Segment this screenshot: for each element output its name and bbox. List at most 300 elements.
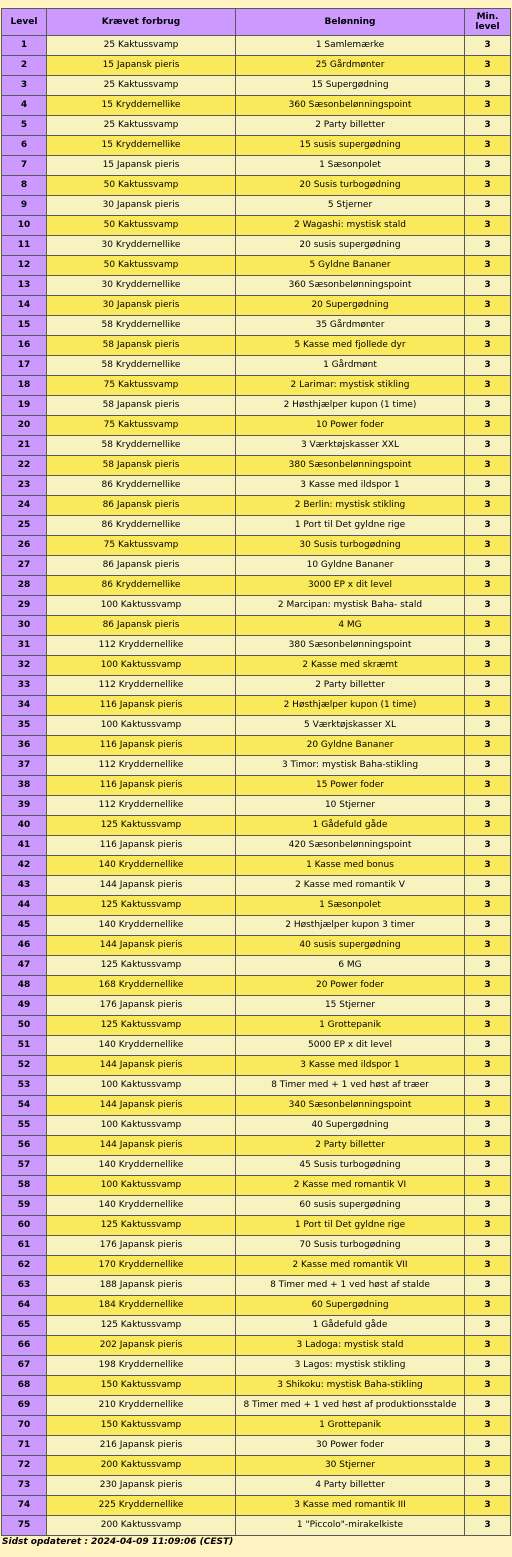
reward-cell: 3 Timor: mystisk Baha-stikling bbox=[236, 756, 465, 776]
min-level-cell: 3 bbox=[465, 1176, 511, 1196]
table-row bbox=[2, 756, 511, 776]
header-level: Level bbox=[2, 9, 47, 36]
reward-cell: 1 Gårdmønt bbox=[236, 356, 465, 376]
cost-cell: 170 Kryddernellike bbox=[47, 1256, 236, 1276]
min-level-cell: 3 bbox=[465, 1516, 511, 1536]
min-level-cell: 3 bbox=[465, 876, 511, 896]
cost-cell: 144 Japansk pieris bbox=[47, 1056, 236, 1076]
table-row bbox=[2, 396, 511, 416]
cost-cell: 58 Japansk pieris bbox=[47, 456, 236, 476]
min-level-cell: 3 bbox=[465, 936, 511, 956]
min-level-cell: 3 bbox=[465, 1256, 511, 1276]
level-cell: 27 bbox=[2, 556, 47, 576]
table-row bbox=[2, 1256, 511, 1276]
table-row bbox=[2, 1276, 511, 1296]
min-level-cell: 3 bbox=[465, 316, 511, 336]
reward-cell: 1 Grottepanik bbox=[236, 1016, 465, 1036]
table-row bbox=[2, 676, 511, 696]
min-level-cell: 3 bbox=[465, 116, 511, 136]
reward-cell: 60 susis supergødning bbox=[236, 1196, 465, 1216]
level-cell: 12 bbox=[2, 256, 47, 276]
level-cell: 48 bbox=[2, 976, 47, 996]
cost-cell: 100 Kaktussvamp bbox=[47, 1176, 236, 1196]
level-cell: 62 bbox=[2, 1256, 47, 1276]
min-level-cell: 3 bbox=[465, 576, 511, 596]
level-cell: 36 bbox=[2, 736, 47, 756]
reward-cell: 3 Shikoku: mystisk Baha-stikling bbox=[236, 1376, 465, 1396]
min-level-cell: 3 bbox=[465, 456, 511, 476]
min-level-cell: 3 bbox=[465, 1136, 511, 1156]
cost-cell: 30 Kryddernellike bbox=[47, 276, 236, 296]
min-level-cell: 3 bbox=[465, 1296, 511, 1316]
table-row bbox=[2, 1376, 511, 1396]
min-level-cell: 3 bbox=[465, 196, 511, 216]
level-cell: 59 bbox=[2, 1196, 47, 1216]
min-level-cell: 3 bbox=[465, 1436, 511, 1456]
level-cell: 74 bbox=[2, 1496, 47, 1516]
table-row bbox=[2, 636, 511, 656]
min-level-cell: 3 bbox=[465, 1236, 511, 1256]
level-cell: 61 bbox=[2, 1236, 47, 1256]
table-row bbox=[2, 596, 511, 616]
reward-cell: 1 Kasse med bonus bbox=[236, 856, 465, 876]
table-row bbox=[2, 1456, 511, 1476]
reward-cell: 2 Party billetter bbox=[236, 116, 465, 136]
reward-cell: 340 Sæsonbelønningspoint bbox=[236, 1096, 465, 1116]
table-row bbox=[2, 656, 511, 676]
table-row bbox=[2, 1396, 511, 1416]
min-level-cell: 3 bbox=[465, 1056, 511, 1076]
level-cell: 8 bbox=[2, 176, 47, 196]
table-row bbox=[2, 1096, 511, 1116]
cost-cell: 112 Kryddernellike bbox=[47, 756, 236, 776]
cost-cell: 15 Japansk pieris bbox=[47, 56, 236, 76]
cost-cell: 86 Kryddernellike bbox=[47, 576, 236, 596]
level-cell: 9 bbox=[2, 196, 47, 216]
min-level-cell: 3 bbox=[465, 496, 511, 516]
reward-cell: 3 Kasse med ildspor 1 bbox=[236, 1056, 465, 1076]
min-level-cell: 3 bbox=[465, 1316, 511, 1336]
table-header bbox=[2, 9, 511, 36]
reward-cell: 25 Gårdmønter bbox=[236, 56, 465, 76]
table-body bbox=[2, 36, 511, 1536]
level-cell: 42 bbox=[2, 856, 47, 876]
level-cell: 14 bbox=[2, 296, 47, 316]
level-cell: 29 bbox=[2, 596, 47, 616]
min-level-cell: 3 bbox=[465, 56, 511, 76]
table-row bbox=[2, 356, 511, 376]
min-level-cell: 3 bbox=[465, 956, 511, 976]
table-row bbox=[2, 836, 511, 856]
level-cell: 13 bbox=[2, 276, 47, 296]
reward-cell: 3000 EP x dit level bbox=[236, 576, 465, 596]
cost-cell: 58 Kryddernellike bbox=[47, 316, 236, 336]
min-level-cell: 3 bbox=[465, 536, 511, 556]
header-min-level bbox=[465, 9, 511, 36]
cost-cell: 50 Kaktussvamp bbox=[47, 176, 236, 196]
reward-cell: 70 Susis turbogødning bbox=[236, 1236, 465, 1256]
cost-cell: 168 Kryddernellike bbox=[47, 976, 236, 996]
table-row bbox=[2, 456, 511, 476]
level-cell: 26 bbox=[2, 536, 47, 556]
min-level-cell: 3 bbox=[465, 256, 511, 276]
cost-cell: 86 Japansk pieris bbox=[47, 496, 236, 516]
reward-cell: 2 Kasse med skræmt bbox=[236, 656, 465, 676]
reward-cell: 2 Kasse med romantik VII bbox=[236, 1256, 465, 1276]
level-cell: 16 bbox=[2, 336, 47, 356]
cost-cell: 100 Kaktussvamp bbox=[47, 1076, 236, 1096]
cost-cell: 125 Kaktussvamp bbox=[47, 816, 236, 836]
level-cell: 3 bbox=[2, 76, 47, 96]
table-row bbox=[2, 1356, 511, 1376]
table-row bbox=[2, 176, 511, 196]
min-level-cell: 3 bbox=[465, 796, 511, 816]
table-row bbox=[2, 1156, 511, 1176]
level-cell: 25 bbox=[2, 516, 47, 536]
level-cell: 37 bbox=[2, 756, 47, 776]
table-row bbox=[2, 1516, 511, 1536]
min-level-cell: 3 bbox=[465, 1276, 511, 1296]
reward-cell: 360 Sæsonbelønningspoint bbox=[236, 96, 465, 116]
cost-cell: 125 Kaktussvamp bbox=[47, 1016, 236, 1036]
cost-cell: 184 Kryddernellike bbox=[47, 1296, 236, 1316]
min-level-cell: 3 bbox=[465, 1016, 511, 1036]
reward-cell: 4 MG bbox=[236, 616, 465, 636]
level-cell: 10 bbox=[2, 216, 47, 236]
reward-cell: 20 Gyldne Bananer bbox=[236, 736, 465, 756]
table-row bbox=[2, 156, 511, 176]
table-row bbox=[2, 936, 511, 956]
level-cell: 35 bbox=[2, 716, 47, 736]
min-level-cell: 3 bbox=[465, 836, 511, 856]
cost-cell: 200 Kaktussvamp bbox=[47, 1456, 236, 1476]
reward-cell: 1 Port til Det gyldne rige bbox=[236, 516, 465, 536]
min-level-cell: 3 bbox=[465, 216, 511, 236]
cost-cell: 50 Kaktussvamp bbox=[47, 256, 236, 276]
table-row bbox=[2, 136, 511, 156]
level-cell: 58 bbox=[2, 1176, 47, 1196]
cost-cell: 140 Kryddernellike bbox=[47, 1156, 236, 1176]
min-level-cell: 3 bbox=[465, 336, 511, 356]
table-row bbox=[2, 276, 511, 296]
table-row bbox=[2, 96, 511, 116]
level-cell: 23 bbox=[2, 476, 47, 496]
cost-cell: 100 Kaktussvamp bbox=[47, 596, 236, 616]
table-row bbox=[2, 1436, 511, 1456]
cost-cell: 25 Kaktussvamp bbox=[47, 76, 236, 96]
level-cell: 33 bbox=[2, 676, 47, 696]
level-cell: 49 bbox=[2, 996, 47, 1016]
reward-cell: 2 Høsthjælper kupon (1 time) bbox=[236, 696, 465, 716]
reward-cell: 380 Sæsonbelønningspoint bbox=[236, 636, 465, 656]
table-row bbox=[2, 1236, 511, 1256]
table-row bbox=[2, 236, 511, 256]
table-row bbox=[2, 1196, 511, 1216]
reward-cell: 30 Power foder bbox=[236, 1436, 465, 1456]
cost-cell: 150 Kaktussvamp bbox=[47, 1376, 236, 1396]
cost-cell: 188 Japansk pieris bbox=[47, 1276, 236, 1296]
reward-cell: 5 Stjerner bbox=[236, 196, 465, 216]
level-cell: 44 bbox=[2, 896, 47, 916]
cost-cell: 112 Kryddernellike bbox=[47, 636, 236, 656]
cost-cell: 100 Kaktussvamp bbox=[47, 656, 236, 676]
table-row bbox=[2, 376, 511, 396]
cost-cell: 144 Japansk pieris bbox=[47, 936, 236, 956]
table-row bbox=[2, 956, 511, 976]
table-row bbox=[2, 1216, 511, 1236]
reward-cell: 6 MG bbox=[236, 956, 465, 976]
reward-cell: 2 Larimar: mystisk stikling bbox=[236, 376, 465, 396]
min-level-cell: 3 bbox=[465, 416, 511, 436]
rewards-table bbox=[1, 8, 511, 1536]
table-row bbox=[2, 736, 511, 756]
level-cell: 73 bbox=[2, 1476, 47, 1496]
table-row bbox=[2, 1076, 511, 1096]
table-row bbox=[2, 1016, 511, 1036]
table-row bbox=[2, 816, 511, 836]
cost-cell: 75 Kaktussvamp bbox=[47, 416, 236, 436]
level-cell: 53 bbox=[2, 1076, 47, 1096]
reward-cell: 30 Stjerner bbox=[236, 1456, 465, 1476]
cost-cell: 58 Kryddernellike bbox=[47, 436, 236, 456]
reward-cell: 15 Power foder bbox=[236, 776, 465, 796]
cost-cell: 86 Kryddernellike bbox=[47, 516, 236, 536]
level-cell: 22 bbox=[2, 456, 47, 476]
cost-cell: 75 Kaktussvamp bbox=[47, 536, 236, 556]
reward-cell: 10 Gyldne Bananer bbox=[236, 556, 465, 576]
table-row bbox=[2, 36, 511, 56]
cost-cell: 75 Kaktussvamp bbox=[47, 376, 236, 396]
reward-cell: 3 Ladoga: mystisk stald bbox=[236, 1336, 465, 1356]
reward-cell: 20 Supergødning bbox=[236, 296, 465, 316]
cost-cell: 144 Japansk pieris bbox=[47, 876, 236, 896]
min-level-cell: 3 bbox=[465, 1396, 511, 1416]
level-cell: 67 bbox=[2, 1356, 47, 1376]
reward-cell: 2 Høsthjælper kupon 3 timer bbox=[236, 916, 465, 936]
reward-cell: 15 Supergødning bbox=[236, 76, 465, 96]
table-row bbox=[2, 256, 511, 276]
reward-cell: 2 Høsthjælper kupon (1 time) bbox=[236, 396, 465, 416]
cost-cell: 100 Kaktussvamp bbox=[47, 1116, 236, 1136]
reward-cell: 2 Party billetter bbox=[236, 1136, 465, 1156]
table-row bbox=[2, 1136, 511, 1156]
reward-cell: 5 Kasse med fjollede dyr bbox=[236, 336, 465, 356]
table-row bbox=[2, 876, 511, 896]
reward-cell: 1 Sæsonpolet bbox=[236, 896, 465, 916]
cost-cell: 144 Japansk pieris bbox=[47, 1096, 236, 1116]
level-cell: 64 bbox=[2, 1296, 47, 1316]
cost-cell: 140 Kryddernellike bbox=[47, 856, 236, 876]
level-cell: 31 bbox=[2, 636, 47, 656]
cost-cell: 140 Kryddernellike bbox=[47, 1036, 236, 1056]
min-level-cell: 3 bbox=[465, 1336, 511, 1356]
reward-cell: 15 Stjerner bbox=[236, 996, 465, 1016]
cost-cell: 198 Kryddernellike bbox=[47, 1356, 236, 1376]
min-level-cell: 3 bbox=[465, 436, 511, 456]
cost-cell: 176 Japansk pieris bbox=[47, 996, 236, 1016]
cost-cell: 176 Japansk pieris bbox=[47, 1236, 236, 1256]
min-level-cell: 3 bbox=[465, 1156, 511, 1176]
table-row bbox=[2, 996, 511, 1016]
cost-cell: 30 Japansk pieris bbox=[47, 196, 236, 216]
cost-cell: 200 Kaktussvamp bbox=[47, 1516, 236, 1536]
level-cell: 30 bbox=[2, 616, 47, 636]
min-level-cell: 3 bbox=[465, 1496, 511, 1516]
table-row bbox=[2, 1056, 511, 1076]
cost-cell: 116 Japansk pieris bbox=[47, 836, 236, 856]
reward-cell: 420 Sæsonbelønningspoint bbox=[236, 836, 465, 856]
level-cell: 20 bbox=[2, 416, 47, 436]
min-level-cell: 3 bbox=[465, 616, 511, 636]
table-row bbox=[2, 796, 511, 816]
cost-cell: 58 Japansk pieris bbox=[47, 396, 236, 416]
level-cell: 2 bbox=[2, 56, 47, 76]
cost-cell: 150 Kaktussvamp bbox=[47, 1416, 236, 1436]
table-row bbox=[2, 416, 511, 436]
table-row bbox=[2, 56, 511, 76]
level-cell: 28 bbox=[2, 576, 47, 596]
table-row bbox=[2, 556, 511, 576]
level-cell: 45 bbox=[2, 916, 47, 936]
level-cell: 75 bbox=[2, 1516, 47, 1536]
reward-cell: 20 susis supergødning bbox=[236, 236, 465, 256]
cost-cell: 225 Kryddernellike bbox=[47, 1496, 236, 1516]
level-cell: 32 bbox=[2, 656, 47, 676]
cost-cell: 15 Kryddernellike bbox=[47, 96, 236, 116]
reward-cell: 2 Wagashi: mystisk stald bbox=[236, 216, 465, 236]
level-cell: 11 bbox=[2, 236, 47, 256]
level-cell: 63 bbox=[2, 1276, 47, 1296]
level-cell: 40 bbox=[2, 816, 47, 836]
reward-cell: 8 Timer med + 1 ved høst af produktionsstalde bbox=[236, 1396, 465, 1416]
level-cell: 21 bbox=[2, 436, 47, 456]
cost-cell: 50 Kaktussvamp bbox=[47, 216, 236, 236]
min-level-cell: 3 bbox=[465, 1196, 511, 1216]
min-level-cell: 3 bbox=[465, 296, 511, 316]
level-cell: 70 bbox=[2, 1416, 47, 1436]
min-level-cell: 3 bbox=[465, 916, 511, 936]
cost-cell: 25 Kaktussvamp bbox=[47, 116, 236, 136]
cost-cell: 30 Kryddernellike bbox=[47, 236, 236, 256]
min-level-cell: 3 bbox=[465, 1356, 511, 1376]
table-row bbox=[2, 336, 511, 356]
reward-cell: 2 Kasse med romantik VI bbox=[236, 1176, 465, 1196]
reward-cell: 5 Gyldne Bananer bbox=[236, 256, 465, 276]
reward-cell: 8 Timer med + 1 ved høst af stalde bbox=[236, 1276, 465, 1296]
level-cell: 18 bbox=[2, 376, 47, 396]
min-level-cell: 3 bbox=[465, 1116, 511, 1136]
cost-cell: 30 Japansk pieris bbox=[47, 296, 236, 316]
table-row bbox=[2, 1296, 511, 1316]
min-level-cell: 3 bbox=[465, 1476, 511, 1496]
level-cell: 24 bbox=[2, 496, 47, 516]
min-level-cell: 3 bbox=[465, 636, 511, 656]
level-cell: 69 bbox=[2, 1396, 47, 1416]
min-level-cell: 3 bbox=[465, 36, 511, 56]
reward-cell: 2 Marcipan: mystisk Baha- stald bbox=[236, 596, 465, 616]
table-row bbox=[2, 316, 511, 336]
reward-cell: 3 Værktøjskasser XXL bbox=[236, 436, 465, 456]
reward-cell: 45 Susis turbogødning bbox=[236, 1156, 465, 1176]
table-row bbox=[2, 516, 511, 536]
reward-cell: 20 Power foder bbox=[236, 976, 465, 996]
cost-cell: 15 Kryddernellike bbox=[47, 136, 236, 156]
reward-cell: 30 Susis turbogødning bbox=[236, 536, 465, 556]
min-level-cell: 3 bbox=[465, 236, 511, 256]
level-cell: 7 bbox=[2, 156, 47, 176]
level-cell: 6 bbox=[2, 136, 47, 156]
table-row bbox=[2, 856, 511, 876]
level-cell: 71 bbox=[2, 1436, 47, 1456]
level-cell: 46 bbox=[2, 936, 47, 956]
cost-cell: 112 Kryddernellike bbox=[47, 796, 236, 816]
reward-cell: 2 Berlin: mystisk stikling bbox=[236, 496, 465, 516]
table-row bbox=[2, 496, 511, 516]
reward-cell: 360 Sæsonbelønningspoint bbox=[236, 276, 465, 296]
min-level-cell: 3 bbox=[465, 1096, 511, 1116]
last-updated-footer: Sidst opdateret : 2024-04-09 11:09:06 (CEST) bbox=[2, 1537, 234, 1547]
cost-cell: 116 Japansk pieris bbox=[47, 696, 236, 716]
min-level-cell: 3 bbox=[465, 776, 511, 796]
min-level-cell: 3 bbox=[465, 1036, 511, 1056]
reward-cell: 1 Gådefuld gåde bbox=[236, 1316, 465, 1336]
cost-cell: 58 Japansk pieris bbox=[47, 336, 236, 356]
table-row bbox=[2, 1336, 511, 1356]
level-cell: 52 bbox=[2, 1056, 47, 1076]
min-level-cell: 3 bbox=[465, 76, 511, 96]
table-row bbox=[2, 776, 511, 796]
table-row bbox=[2, 1116, 511, 1136]
min-level-cell: 3 bbox=[465, 996, 511, 1016]
min-level-cell: 3 bbox=[465, 676, 511, 696]
cost-cell: 100 Kaktussvamp bbox=[47, 716, 236, 736]
level-cell: 41 bbox=[2, 836, 47, 856]
reward-cell: 2 Kasse med romantik V bbox=[236, 876, 465, 896]
cost-cell: 125 Kaktussvamp bbox=[47, 1316, 236, 1336]
reward-cell: 1 Grottepanik bbox=[236, 1416, 465, 1436]
min-level-cell: 3 bbox=[465, 1216, 511, 1236]
reward-cell: 4 Party billetter bbox=[236, 1476, 465, 1496]
table-row bbox=[2, 716, 511, 736]
reward-cell: 10 Power foder bbox=[236, 416, 465, 436]
level-cell: 1 bbox=[2, 36, 47, 56]
cost-cell: 140 Kryddernellike bbox=[47, 916, 236, 936]
header-reward: Belønning bbox=[236, 9, 465, 36]
reward-cell: 20 Susis turbogødning bbox=[236, 176, 465, 196]
table-row bbox=[2, 1476, 511, 1496]
level-cell: 65 bbox=[2, 1316, 47, 1336]
cost-cell: 125 Kaktussvamp bbox=[47, 896, 236, 916]
level-cell: 47 bbox=[2, 956, 47, 976]
cost-cell: 230 Japansk pieris bbox=[47, 1476, 236, 1496]
min-level-cell: 3 bbox=[465, 1076, 511, 1096]
reward-cell: 1 Port til Det gyldne rige bbox=[236, 1216, 465, 1236]
table-row bbox=[2, 1316, 511, 1336]
reward-cell: 2 Party billetter bbox=[236, 676, 465, 696]
table-row bbox=[2, 76, 511, 96]
min-level-cell: 3 bbox=[465, 976, 511, 996]
reward-cell: 35 Gårdmønter bbox=[236, 316, 465, 336]
reward-cell: 40 susis supergødning bbox=[236, 936, 465, 956]
min-level-cell: 3 bbox=[465, 596, 511, 616]
table-row bbox=[2, 576, 511, 596]
level-cell: 66 bbox=[2, 1336, 47, 1356]
reward-cell: 40 Supergødning bbox=[236, 1116, 465, 1136]
reward-cell: 5 Værktøjskasser XL bbox=[236, 716, 465, 736]
reward-cell: 1 Samlemærke bbox=[236, 36, 465, 56]
reward-cell: 15 susis supergødning bbox=[236, 136, 465, 156]
table-row bbox=[2, 616, 511, 636]
